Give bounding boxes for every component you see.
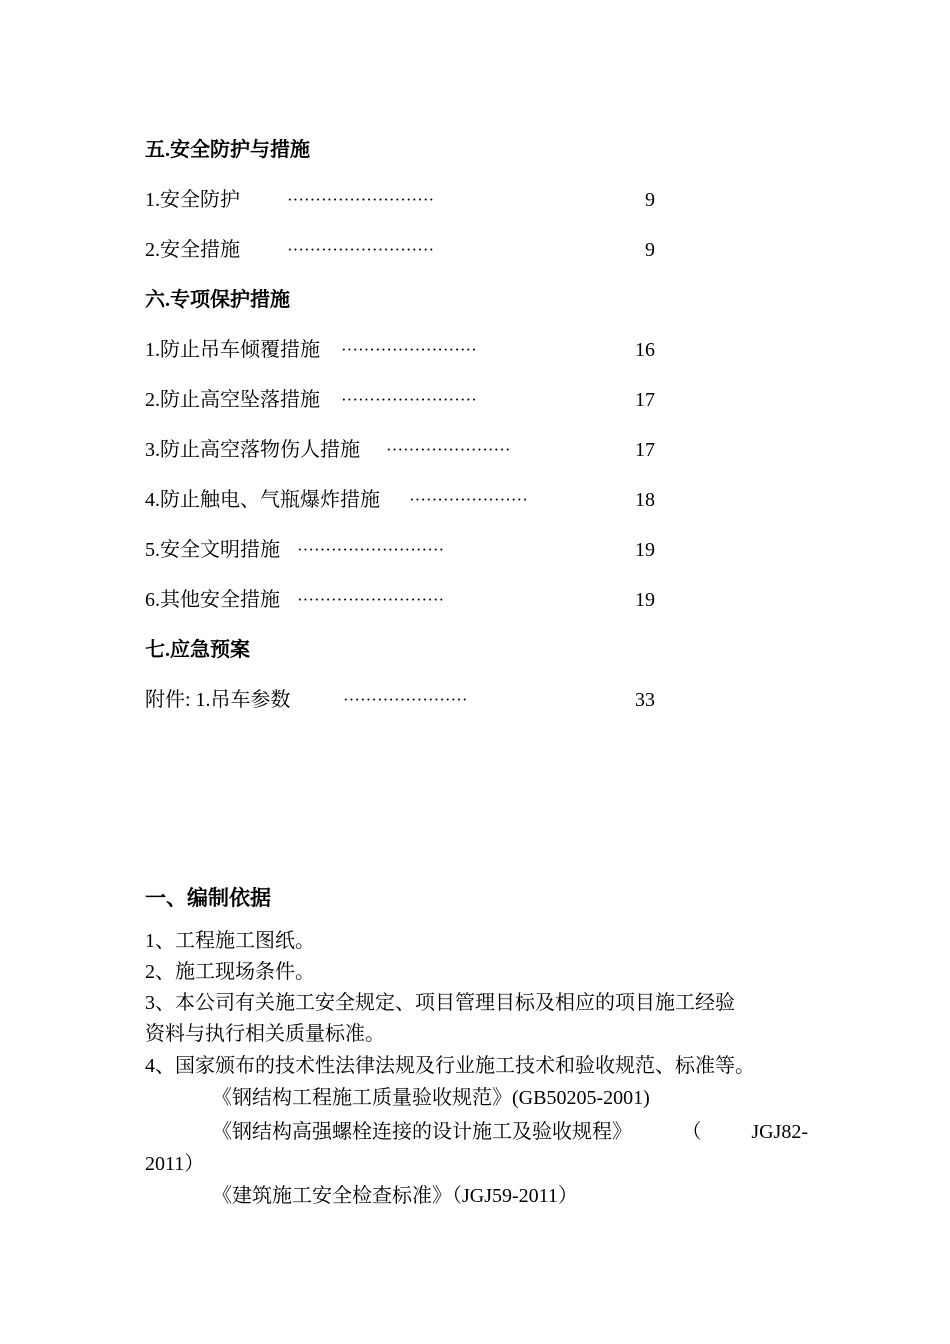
toc-entry-label: 5.安全文明措施 xyxy=(145,539,280,561)
toc-section-title: 六.专项保护措施 xyxy=(145,289,290,311)
toc-entry[interactable] xyxy=(145,535,655,565)
toc-page-number: 9 xyxy=(645,189,655,211)
basis-item: 3、本公司有关施工安全规定、项目管理目标及相应的项目施工经验 xyxy=(145,992,735,1014)
toc-section-heading xyxy=(145,285,655,315)
toc-leader-dots: ······················ xyxy=(343,690,468,709)
standard-title: 《钢结构高强螺栓连接的设计施工及验收规程》 xyxy=(212,1121,632,1143)
toc-entry[interactable] xyxy=(145,385,655,415)
toc-section-heading xyxy=(145,635,655,665)
toc-page-number: 19 xyxy=(635,589,655,611)
basis-item: 2、施工现场条件。 xyxy=(145,961,315,983)
toc-page-number: 17 xyxy=(635,389,655,411)
toc-page-number: 33 xyxy=(635,689,655,711)
toc-entry-label: 1.安全防护 xyxy=(145,189,240,211)
standard-reference-continuation: 2011） xyxy=(145,1153,205,1175)
toc-entry[interactable] xyxy=(145,485,655,515)
toc-leader-dots: ·························· xyxy=(297,590,445,609)
section-heading: 一、编制依据 xyxy=(145,886,271,910)
standard-reference: 《建筑施工安全检查标准》（JGJ59-2011） xyxy=(212,1185,578,1207)
toc-leader-dots: ························ xyxy=(341,390,477,409)
toc-leader-dots: ·························· xyxy=(287,190,435,209)
toc-page-number: 16 xyxy=(635,339,655,361)
toc-entry-label: 1.防止吊车倾覆措施 xyxy=(145,339,320,361)
standard-reference xyxy=(212,1117,808,1147)
basis-item-continuation: 资料与执行相关质量标准。 xyxy=(145,1023,385,1045)
toc-entry-label: 3.防止高空落物伤人措施 xyxy=(145,439,360,461)
basis-item: 4、国家颁布的技术性法律法规及行业施工技术和验收规范、标准等。 xyxy=(145,1055,755,1077)
toc-entry[interactable] xyxy=(145,235,655,265)
toc-leader-dots: ························ xyxy=(341,340,477,359)
toc-page-number: 9 xyxy=(645,239,655,261)
toc-leader-dots: ·························· xyxy=(297,540,445,559)
toc-entry-label: 附件: 1.吊车参数 xyxy=(145,689,291,711)
standard-paren: （ xyxy=(681,1121,702,1143)
toc-leader-dots: ······················ xyxy=(386,440,511,459)
toc-leader-dots: ····················· xyxy=(409,490,528,509)
toc-entry-label: 6.其他安全措施 xyxy=(145,589,280,611)
toc-entry[interactable] xyxy=(145,185,655,215)
standard-reference: 《钢结构工程施工质量验收规范》(GB50205-2001) xyxy=(212,1087,650,1109)
toc-entry[interactable] xyxy=(145,335,655,365)
standard-code: JGJ82- xyxy=(751,1121,808,1143)
toc-entry[interactable] xyxy=(145,435,655,465)
toc-section-heading xyxy=(145,135,655,165)
toc-entry-label: 4.防止触电、气瓶爆炸措施 xyxy=(145,489,380,511)
toc-section-title: 七.应急预案 xyxy=(145,639,250,661)
toc-entry-label: 2.防止高空坠落措施 xyxy=(145,389,320,411)
toc-section-title: 五.安全防护与措施 xyxy=(145,139,310,161)
toc-entry-label: 2.安全措施 xyxy=(145,239,240,261)
toc-entry[interactable] xyxy=(145,585,655,615)
toc-page-number: 17 xyxy=(635,439,655,461)
toc-leader-dots: ·························· xyxy=(287,240,435,259)
basis-item: 1、工程施工图纸。 xyxy=(145,930,315,952)
toc-page-number: 18 xyxy=(635,489,655,511)
toc-page-number: 19 xyxy=(635,539,655,561)
toc-entry[interactable] xyxy=(145,685,655,715)
